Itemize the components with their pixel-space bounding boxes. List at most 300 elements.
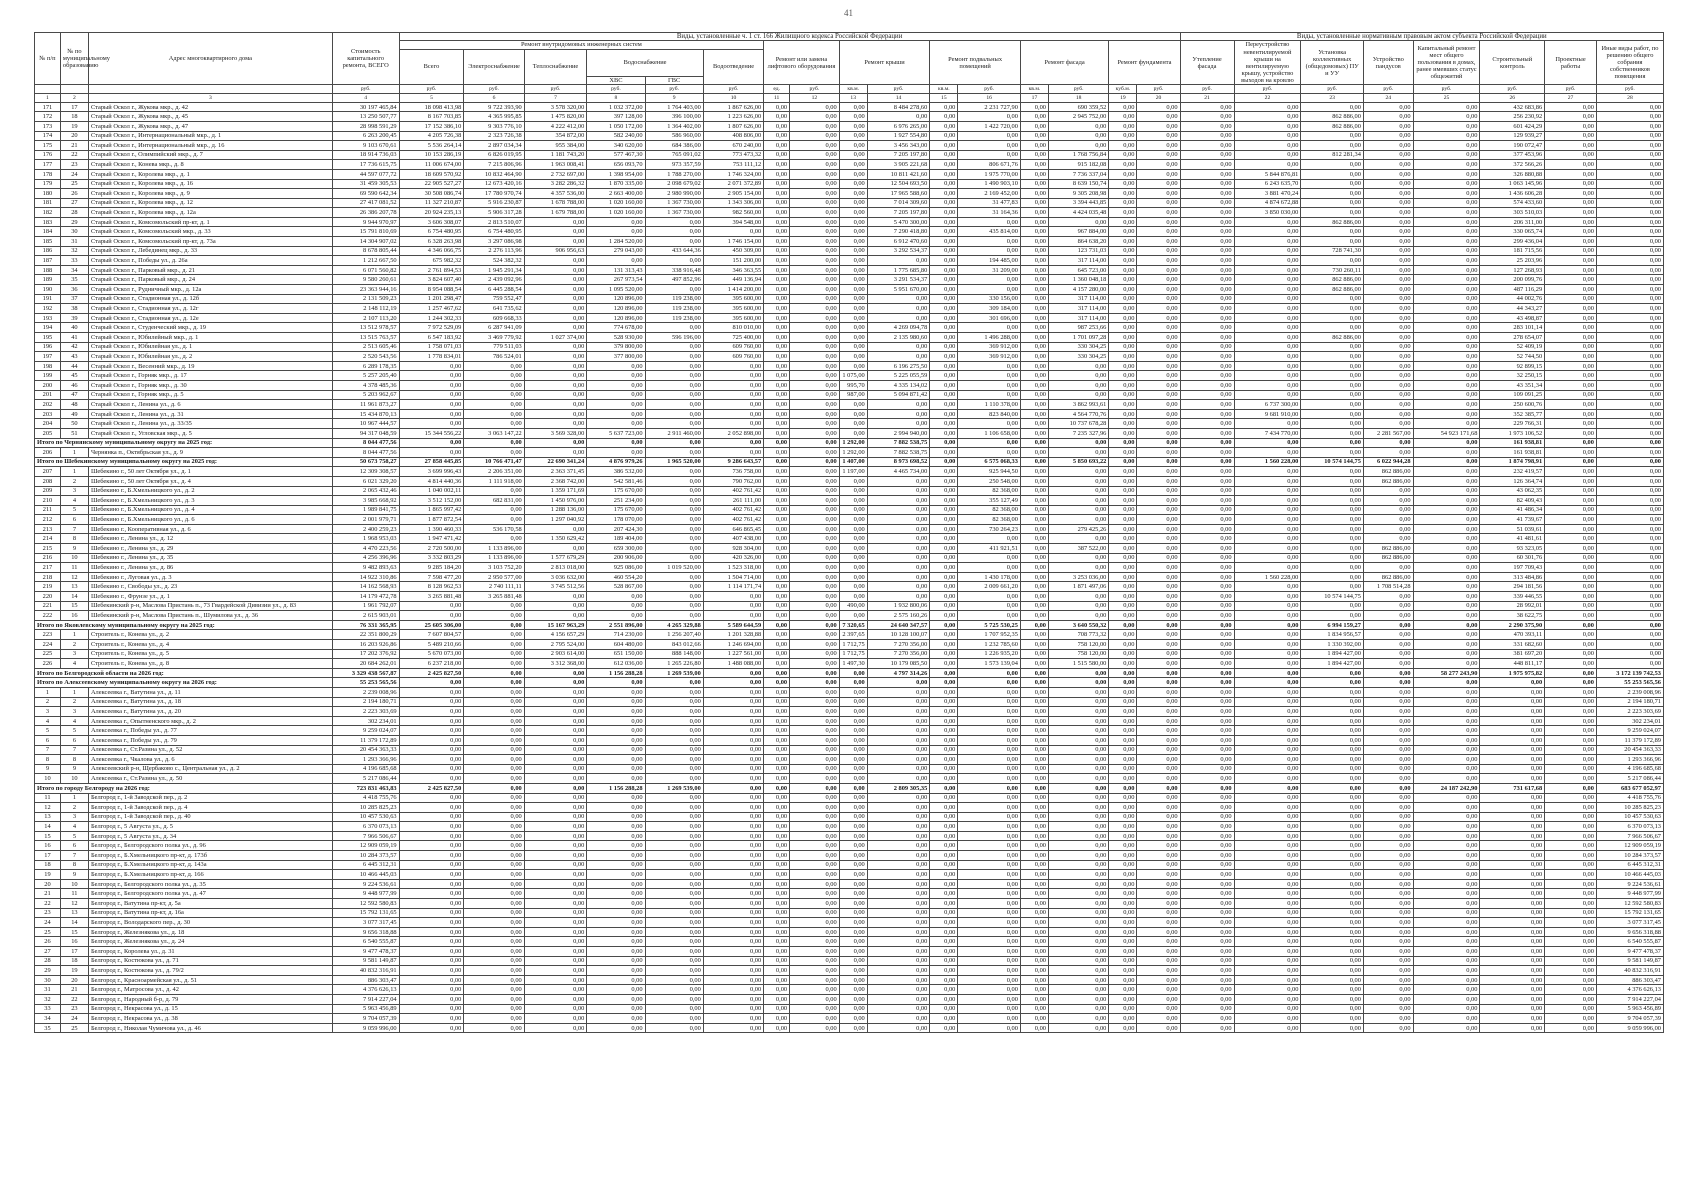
- value-cell: 20 924 235,13: [399, 208, 464, 218]
- row-number: 5: [35, 726, 61, 736]
- value-cell: 0,00: [587, 735, 645, 745]
- value-cell: 0,00: [399, 947, 464, 957]
- value-cell: 0,00: [1480, 726, 1545, 736]
- unit-cell: руб.: [464, 84, 524, 93]
- row-number: 186: [35, 246, 61, 256]
- value-cell: 0,00: [1020, 342, 1048, 352]
- value-cell: 0,00: [1413, 438, 1480, 448]
- value-cell: 0,00: [790, 304, 840, 314]
- table-row: [35, 947, 1664, 957]
- value-cell: 0,00: [1137, 755, 1180, 765]
- value-cell: 0,00: [1545, 428, 1597, 438]
- value-cell: 0,00: [958, 927, 1021, 937]
- value-cell: 0,00: [524, 275, 587, 285]
- value-cell: 0,00: [930, 323, 958, 333]
- value-cell: 0,00: [839, 275, 867, 285]
- value-cell: 0,00: [1048, 879, 1108, 889]
- value-cell: 0,00: [1363, 189, 1413, 199]
- value-cell: 0,00: [1301, 323, 1364, 333]
- value-cell: 0,00: [1020, 889, 1048, 899]
- value-cell: 0,00: [839, 716, 867, 726]
- value-cell: 0,00: [1545, 783, 1597, 793]
- column-number-cell: 11: [764, 93, 790, 102]
- value-cell: 1 436 606,28: [1480, 189, 1545, 199]
- column-number-cell: 8: [587, 93, 645, 102]
- value-cell: 0,00: [1413, 553, 1480, 563]
- value-cell: 0,00: [645, 1023, 703, 1033]
- value-cell: 0,00: [790, 390, 840, 400]
- value-cell: 0,00: [930, 994, 958, 1004]
- value-cell: 0,00: [1234, 524, 1301, 534]
- value-cell: 0,00: [1048, 908, 1108, 918]
- value-cell: 0,00: [703, 918, 763, 928]
- value-cell: 6 994 159,27: [1301, 620, 1364, 630]
- value-cell: 0,00: [1545, 285, 1597, 295]
- value-cell: 0,00: [1301, 544, 1364, 554]
- row-mun-number: 4: [60, 822, 88, 832]
- value-cell: 0,00: [1545, 476, 1597, 486]
- value-cell: 0,00: [1137, 476, 1180, 486]
- value-cell: 0,00: [764, 956, 790, 966]
- value-cell: 0,00: [1048, 486, 1108, 496]
- value-cell: 0,00: [1596, 294, 1663, 304]
- column-number-cell: 9: [645, 93, 703, 102]
- value-cell: 0,00: [1363, 304, 1413, 314]
- value-cell: 0,00: [1137, 467, 1180, 477]
- value-cell: 0,00: [867, 726, 930, 736]
- value-cell: 5 257 205,40: [332, 371, 399, 381]
- value-cell: 0,00: [1180, 918, 1234, 928]
- value-cell: 7 598 477,20: [399, 572, 464, 582]
- value-cell: 41 739,67: [1480, 515, 1545, 525]
- value-cell: 0,00: [790, 755, 840, 765]
- table-row: [35, 448, 1664, 458]
- row-mun-number: 26: [60, 189, 88, 199]
- value-cell: 27 858 445,85: [399, 457, 464, 467]
- value-cell: 0,00: [790, 217, 840, 227]
- value-cell: 0,00: [1048, 822, 1108, 832]
- value-cell: 0,00: [1234, 313, 1301, 323]
- value-cell: 0,00: [1234, 285, 1301, 295]
- value-cell: 0,00: [1109, 918, 1137, 928]
- value-cell: 460 554,20: [587, 572, 645, 582]
- value-cell: 0,00: [1301, 160, 1364, 170]
- value-cell: 0,00: [1048, 668, 1108, 678]
- value-cell: 586 960,00: [645, 131, 703, 141]
- value-cell: 6 196 275,50: [867, 361, 930, 371]
- value-cell: 0,00: [790, 870, 840, 880]
- table-row: [35, 246, 1664, 256]
- row-address: Старый Оскол г., Комсомольский пр-кт, д. 1: [88, 217, 332, 227]
- subtotal-row: [35, 678, 1664, 688]
- value-cell: 0,00: [1413, 630, 1480, 640]
- row-address: Алексеевка г., Ватутина ул., д. 20: [88, 707, 332, 717]
- value-cell: 0,00: [1180, 937, 1234, 947]
- value-cell: 0,00: [1413, 333, 1480, 343]
- value-cell: 0,00: [645, 908, 703, 918]
- value-cell: 0,00: [790, 697, 840, 707]
- value-cell: 10 574 144,75: [1301, 457, 1364, 467]
- value-cell: 1 975 975,82: [1480, 668, 1545, 678]
- value-cell: 0,00: [1363, 918, 1413, 928]
- value-cell: 0,00: [1048, 927, 1108, 937]
- table-row: [35, 390, 1664, 400]
- value-cell: 0,00: [1109, 208, 1137, 218]
- value-cell: 10 179 085,50: [867, 659, 930, 669]
- value-cell: 16 203 926,86: [332, 640, 399, 650]
- value-cell: 0,00: [703, 697, 763, 707]
- value-cell: 0,00: [645, 851, 703, 861]
- value-cell: 1 020 160,00: [587, 198, 645, 208]
- value-cell: 0,00: [1545, 879, 1597, 889]
- row-number: 189: [35, 275, 61, 285]
- value-cell: 0,00: [1413, 755, 1480, 765]
- row-address: Старый Оскол г., Королева мкр., д. 9: [88, 189, 332, 199]
- value-cell: 0,00: [1180, 774, 1234, 784]
- value-cell: 0,00: [1234, 851, 1301, 861]
- value-cell: 0,00: [839, 812, 867, 822]
- value-cell: 0,00: [1301, 400, 1364, 410]
- value-cell: 0,00: [764, 870, 790, 880]
- value-cell: 0,00: [839, 265, 867, 275]
- row-mun-number: 2: [60, 697, 88, 707]
- value-cell: 0,00: [930, 189, 958, 199]
- value-cell: 0,00: [464, 735, 524, 745]
- value-cell: 0,00: [1596, 553, 1663, 563]
- value-cell: 0,00: [867, 716, 930, 726]
- value-cell: 0,00: [645, 409, 703, 419]
- value-cell: 0,00: [1109, 975, 1137, 985]
- value-cell: 0,00: [1596, 217, 1663, 227]
- value-cell: 0,00: [867, 1023, 930, 1033]
- row-number: 178: [35, 169, 61, 179]
- value-cell: 0,00: [867, 947, 930, 957]
- row-address: Старый Оскол г., Юбилейный мкр., д. 1: [88, 333, 332, 343]
- value-cell: 9 477 478,37: [1596, 947, 1663, 957]
- value-cell: 0,00: [1020, 822, 1048, 832]
- value-cell: 0,00: [1020, 361, 1048, 371]
- value-cell: 0,00: [1413, 352, 1480, 362]
- value-cell: 0,00: [645, 764, 703, 774]
- value-cell: 0,00: [524, 1014, 587, 1024]
- row-address: Старый Оскол г., Стадионная ул., д. 12г: [88, 304, 332, 314]
- value-cell: 256 230,92: [1480, 112, 1545, 122]
- value-cell: 0,00: [1234, 812, 1301, 822]
- value-cell: 0,00: [1234, 1023, 1301, 1033]
- value-cell: 0,00: [703, 899, 763, 909]
- value-cell: 0,00: [1020, 812, 1048, 822]
- total-label: Итого по городу Белгороду на 2026 год:: [35, 783, 333, 793]
- value-cell: 730 264,23: [958, 524, 1021, 534]
- value-cell: 12 909 059,19: [332, 841, 399, 851]
- value-cell: 0,00: [958, 419, 1021, 429]
- value-cell: 0,00: [839, 323, 867, 333]
- row-number: 190: [35, 285, 61, 295]
- value-cell: 0,00: [1545, 246, 1597, 256]
- value-cell: 0,00: [1413, 908, 1480, 918]
- value-cell: 0,00: [1545, 726, 1597, 736]
- value-cell: 0,00: [1363, 947, 1413, 957]
- value-cell: 1 407,00: [839, 457, 867, 467]
- value-cell: 0,00: [1545, 985, 1597, 995]
- table-row: [35, 275, 1664, 285]
- unit-cell: куб.м.: [1109, 84, 1137, 93]
- value-cell: 15 792 131,65: [1596, 908, 1663, 918]
- value-cell: 0,00: [790, 275, 840, 285]
- row-number: 180: [35, 189, 61, 199]
- value-cell: 0,00: [1048, 860, 1108, 870]
- value-cell: 0,00: [524, 764, 587, 774]
- value-cell: 0,00: [464, 419, 524, 429]
- value-cell: 0,00: [867, 735, 930, 745]
- value-cell: 0,00: [645, 217, 703, 227]
- value-cell: 2 052 898,00: [703, 428, 763, 438]
- value-cell: 317 114,00: [1048, 256, 1108, 266]
- value-cell: 0,00: [764, 380, 790, 390]
- value-cell: 2 065 432,46: [332, 486, 399, 496]
- value-cell: 8 678 805,44: [332, 246, 399, 256]
- value-cell: 0,00: [930, 870, 958, 880]
- value-cell: 0,00: [1413, 601, 1480, 611]
- row-address: Белгород г., Б.Хмельницкого пр-кт, д. 166: [88, 870, 332, 880]
- value-cell: 1 223 626,00: [703, 112, 763, 122]
- value-cell: 0,00: [1234, 150, 1301, 160]
- value-cell: 0,00: [1363, 352, 1413, 362]
- value-cell: 0,00: [1596, 246, 1663, 256]
- value-cell: 1 297 040,92: [524, 515, 587, 525]
- value-cell: 3 699 996,43: [399, 467, 464, 477]
- value-cell: 0,00: [399, 841, 464, 851]
- value-cell: 0,00: [1596, 505, 1663, 515]
- table-row: [35, 774, 1664, 784]
- value-cell: 0,00: [1545, 927, 1597, 937]
- value-cell: 1 758 071,03: [399, 342, 464, 352]
- value-cell: 69 590 642,34: [332, 189, 399, 199]
- value-cell: 862 886,00: [1301, 217, 1364, 227]
- value-cell: 0,00: [1234, 947, 1301, 957]
- row-address: Белгород г., Королева ул., д. 31: [88, 947, 332, 957]
- value-cell: 0,00: [867, 1014, 930, 1024]
- value-cell: 10 574 144,75: [1301, 592, 1364, 602]
- value-cell: 0,00: [1137, 889, 1180, 899]
- value-cell: 0,00: [764, 237, 790, 247]
- value-cell: 0,00: [1363, 323, 1413, 333]
- table-row: [35, 966, 1664, 976]
- value-cell: 2 813 510,07: [464, 217, 524, 227]
- row-mun-number: 16: [60, 937, 88, 947]
- value-cell: 402 761,42: [703, 505, 763, 515]
- value-cell: 0,00: [790, 141, 840, 151]
- table-row: [35, 428, 1664, 438]
- value-cell: 0,00: [930, 428, 958, 438]
- table-row: [35, 467, 1664, 477]
- row-address: Старый Оскол г., Королева мкр., д. 12а: [88, 208, 332, 218]
- value-cell: 646 865,45: [703, 524, 763, 534]
- row-address: Старый Оскол г., Весенний мкр., д. 19: [88, 361, 332, 371]
- value-cell: 0,00: [645, 687, 703, 697]
- value-cell: 0,00: [1363, 256, 1413, 266]
- value-cell: 0,00: [930, 169, 958, 179]
- value-cell: 1 414 200,00: [703, 285, 763, 295]
- column-number-cell: 20: [1137, 93, 1180, 102]
- value-cell: 0,00: [464, 505, 524, 515]
- row-address: Шебекино г., Ленина ул., д. 86: [88, 563, 332, 573]
- value-cell: 251 234,00: [587, 496, 645, 506]
- value-cell: 0,00: [464, 956, 524, 966]
- value-cell: 0,00: [399, 860, 464, 870]
- value-cell: 0,00: [839, 582, 867, 592]
- value-cell: 0,00: [764, 505, 790, 515]
- value-cell: 0,00: [1234, 918, 1301, 928]
- value-cell: 0,00: [1545, 764, 1597, 774]
- value-cell: 0,00: [1545, 611, 1597, 621]
- row-address: Алексеевка г., Победы ул., д. 79: [88, 735, 332, 745]
- value-cell: 0,00: [645, 803, 703, 813]
- row-address: Белгород г., Костюкова ул., д. 79/2: [88, 966, 332, 976]
- value-cell: 862 886,00: [1301, 333, 1364, 343]
- value-cell: 1 032 372,00: [587, 102, 645, 112]
- value-cell: 0,00: [839, 927, 867, 937]
- value-cell: 0,00: [790, 716, 840, 726]
- value-cell: 4 874 672,88: [1234, 198, 1301, 208]
- value-cell: 20 454 363,33: [332, 745, 399, 755]
- value-cell: 0,00: [1234, 716, 1301, 726]
- value-cell: 0,00: [703, 966, 763, 976]
- value-cell: 0,00: [524, 678, 587, 688]
- value-cell: 0,00: [1020, 620, 1048, 630]
- value-cell: 4 797 314,26: [867, 668, 930, 678]
- value-cell: 0,00: [1048, 1023, 1108, 1033]
- row-number: 22: [35, 899, 61, 909]
- value-cell: 1 963 008,41: [524, 160, 587, 170]
- value-cell: 0,00: [703, 1004, 763, 1014]
- value-cell: 0,00: [1596, 160, 1663, 170]
- value-cell: 0,00: [867, 841, 930, 851]
- value-cell: 0,00: [839, 870, 867, 880]
- value-cell: 0,00: [1413, 735, 1480, 745]
- value-cell: 0,00: [930, 448, 958, 458]
- value-cell: 0,00: [1545, 169, 1597, 179]
- value-cell: 0,00: [1480, 774, 1545, 784]
- value-cell: 1 040 002,11: [399, 486, 464, 496]
- col-total-cost-header: Стоимость капитального ремонта, ВСЕГО: [332, 33, 399, 85]
- value-cell: 12 592 580,83: [332, 899, 399, 909]
- value-cell: 1 269 539,00: [645, 783, 703, 793]
- value-cell: 250 600,76: [1480, 400, 1545, 410]
- value-cell: 10 285 825,23: [332, 803, 399, 813]
- value-cell: 0,00: [1413, 275, 1480, 285]
- table-row: [35, 534, 1664, 544]
- value-cell: 1 945 291,34: [464, 265, 524, 275]
- table-row: [35, 994, 1664, 1004]
- row-number: 197: [35, 352, 61, 362]
- value-cell: 0,00: [464, 1023, 524, 1033]
- row-number: 226: [35, 659, 61, 669]
- value-cell: 0,00: [1301, 668, 1364, 678]
- value-cell: 0,00: [1480, 803, 1545, 813]
- value-cell: 0,00: [1301, 141, 1364, 151]
- row-number: 188: [35, 265, 61, 275]
- value-cell: 0,00: [930, 697, 958, 707]
- value-cell: 0,00: [587, 879, 645, 889]
- value-cell: 0,00: [1234, 515, 1301, 525]
- value-cell: 0,00: [790, 237, 840, 247]
- row-number: 18: [35, 860, 61, 870]
- table-row: [35, 160, 1664, 170]
- value-cell: 119 238,00: [645, 313, 703, 323]
- value-cell: 82 368,00: [958, 505, 1021, 515]
- value-cell: 0,00: [1020, 994, 1048, 1004]
- value-cell: 0,00: [1301, 735, 1364, 745]
- value-cell: 0,00: [1180, 131, 1234, 141]
- value-cell: 0,00: [1137, 237, 1180, 247]
- value-cell: 0,00: [790, 994, 840, 1004]
- value-cell: 0,00: [464, 361, 524, 371]
- value-cell: 0,00: [1020, 208, 1048, 218]
- value-cell: 0,00: [1109, 668, 1137, 678]
- value-cell: 4 876 979,26: [587, 457, 645, 467]
- value-cell: 0,00: [1234, 668, 1301, 678]
- row-address: Белгород г., Народный б-р, д. 79: [88, 994, 332, 1004]
- value-cell: 0,00: [1109, 476, 1137, 486]
- value-cell: 0,00: [1020, 150, 1048, 160]
- value-cell: 352 385,77: [1480, 409, 1545, 419]
- value-cell: 0,00: [1596, 352, 1663, 362]
- value-cell: 0,00: [524, 237, 587, 247]
- value-cell: 4 156 657,29: [524, 630, 587, 640]
- value-cell: 0,00: [1413, 793, 1480, 803]
- value-cell: 0,00: [930, 927, 958, 937]
- row-number: 4: [35, 716, 61, 726]
- value-cell: 0,00: [1480, 841, 1545, 851]
- value-cell: 377 800,00: [587, 352, 645, 362]
- value-cell: 0,00: [1363, 812, 1413, 822]
- value-cell: 0,00: [764, 649, 790, 659]
- value-cell: 0,00: [1020, 400, 1048, 410]
- value-cell: 0,00: [790, 630, 840, 640]
- value-cell: 7 235 327,96: [1048, 428, 1108, 438]
- value-cell: 0,00: [1363, 265, 1413, 275]
- value-cell: 0,00: [703, 735, 763, 745]
- value-cell: 0,00: [1020, 726, 1048, 736]
- value-cell: 0,00: [1596, 323, 1663, 333]
- value-cell: 0,00: [930, 419, 958, 429]
- value-cell: 0,00: [867, 515, 930, 525]
- value-cell: 0,00: [1301, 342, 1364, 352]
- value-cell: 0,00: [1137, 851, 1180, 861]
- value-cell: 0,00: [1363, 563, 1413, 573]
- value-cell: 0,00: [1301, 697, 1364, 707]
- value-cell: 0,00: [1109, 333, 1137, 343]
- value-cell: 0,00: [1596, 515, 1663, 525]
- value-cell: 0,00: [524, 592, 587, 602]
- value-cell: 0,00: [764, 812, 790, 822]
- value-cell: 0,00: [399, 822, 464, 832]
- value-cell: 0,00: [1363, 601, 1413, 611]
- row-mun-number: 45: [60, 371, 88, 381]
- value-cell: 0,00: [1545, 150, 1597, 160]
- value-cell: 26 386 207,78: [332, 208, 399, 218]
- value-cell: 82 409,43: [1480, 496, 1545, 506]
- value-cell: 1 350 629,42: [524, 534, 587, 544]
- table-row: [35, 812, 1664, 822]
- value-cell: 41 486,34: [1480, 505, 1545, 515]
- value-cell: 9 477 478,37: [332, 947, 399, 957]
- value-cell: 0,00: [930, 831, 958, 841]
- value-cell: 0,00: [1363, 380, 1413, 390]
- value-cell: 58 277 243,90: [1413, 668, 1480, 678]
- value-cell: 683 677 052,97: [1596, 783, 1663, 793]
